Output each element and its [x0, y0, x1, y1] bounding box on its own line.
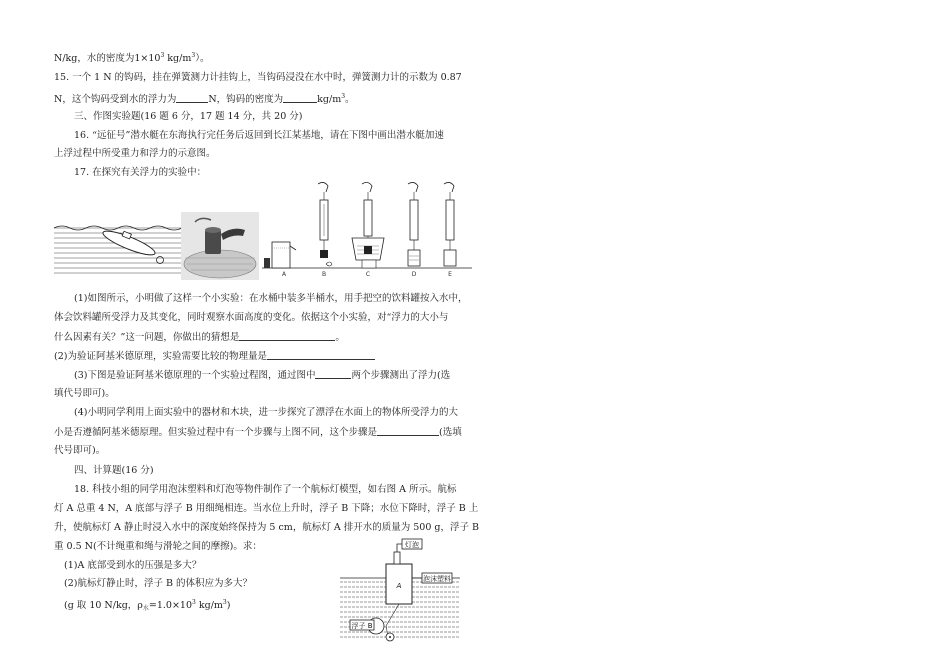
answer-blank-quantities[interactable] [267, 350, 375, 360]
foam-label: 泡沫塑料 [423, 575, 451, 583]
question-17-part-4-line-1: (4)小明同学利用上面实验中的器材和木块，进一步探究了漂浮在水面上的物体所受浮力的大 [74, 407, 458, 418]
question-18-sub-2: (2)航标灯静止时，浮子 B 的体积应为多大？ [64, 578, 252, 589]
question-17-part-2: (2)为验证阿基米德原理，实验需要比较的物理量是 [54, 350, 375, 363]
question-18-line-1: 18. 科技小组的同学用泡沫塑料和灯泡等物件制作了一个航标灯模型，如右图 A 所示。航标 [74, 484, 457, 495]
step-a-overflow-can [264, 242, 296, 268]
step-d-scale [408, 182, 420, 266]
section-3-heading: 三、作图实验题(16 题 6 分，17 题 14 分，共 20 分) [74, 111, 303, 122]
question-17-heading: 17. 在探究有关浮力的实验中： [74, 167, 207, 178]
question-18-line-4: 重 0.5 N(不计绳重和绳与滑轮之间的摩擦)。求： [54, 541, 262, 552]
answer-blank-different-step[interactable] [377, 426, 439, 436]
submarine-figure [54, 218, 182, 276]
question-16-line-1: 16. “远征号”潜水艇在东海执行完任务后返回到长江某基地，请在下图中画出潜水艇加速 [74, 130, 444, 141]
section-4-heading: 四、计算题(16 分) [74, 465, 154, 476]
step-e-scale [444, 182, 456, 266]
question-17-part-1-line-2: 体会饮料罐所受浮力及其变化，同时观察水面高度的变化。依据这个小实验，对“浮力的大小与 [54, 312, 449, 323]
lamp-label: A [396, 582, 402, 590]
question-18-sub-1: (1)A 底部受到水的压强是多大？ [64, 560, 202, 571]
step-label-a: A [281, 271, 287, 278]
question-16-line-2: 上浮过程中所受重力和浮力的示意图。 [54, 148, 216, 159]
question-17-part-4-line-3: 代号即可)。 [54, 445, 106, 456]
archimedes-steps-figure [262, 180, 472, 276]
question-18-constants: (g 取 10 N/kg，$\rho_水=1.0\times 10^3$ $kg/m^3$) [64, 599, 231, 612]
answer-blank-steps[interactable] [315, 369, 351, 379]
step-c-scale-in-can [352, 182, 384, 268]
question-17-part-1-line-3: 什么因素有关？”这一问题，你做出的猜想是 。 [54, 332, 345, 343]
answer-blank-buoyancy[interactable] [176, 93, 208, 103]
answer-blank-density[interactable] [283, 93, 317, 103]
step-b-scale [318, 182, 332, 266]
step-label-d: D [411, 271, 417, 278]
bulb-label: 灯泡 [405, 541, 419, 549]
step-label-c: C [365, 271, 371, 278]
question-17-part-4-line-2: 小是否遵循阿基米德原理。但实验过程中有一个步骤与上图不同，这个步骤是 (选填 [54, 427, 462, 438]
float-label: 浮子 B [351, 622, 373, 630]
question-17-part-3-line-2: 填代号即可)。 [54, 388, 115, 399]
buoy-figure [340, 538, 460, 644]
question-17-part-1-line-1: (1)如图所示，小明做了这样一个小实验：在水桶中装多半桶水，用手把空的饮料罐按入水中， [74, 293, 468, 304]
question-15-line-2: N，这个钩码受到水的浮力为 N，钩码的密度为 $kg/m^3$。 [54, 93, 355, 105]
bucket-photo [181, 212, 259, 280]
step-label-b: B [321, 271, 327, 278]
question-17-part-3-line-1: (3)下图是验证阿基米德原理的一个实验过程图，通过图中 两个步骤测出了浮力(选 [74, 370, 451, 381]
step-label-e: E [448, 271, 452, 278]
answer-blank-guess[interactable] [239, 331, 335, 341]
question-18-line-2: 灯 A 总重 4 N，A 底部与浮子 B 用细绳相连。当水位上升时，浮子 B 下降；水位下降时，浮子 B 上 [54, 503, 479, 514]
question-15-line-1: 15. 一个 1 N 的钩码，挂在弹簧测力计挂钩上，当钩码浸没在水中时，弹簧测力计的示数为 0.87 [54, 72, 462, 83]
question-18-line-3: 升，使航标灯 A 静止时浸入水中的深度始终保持为 5 cm，航标灯 A 排开水的质量为 500 g，浮子 B [54, 522, 479, 533]
line-density-note: N/kg，水的密度为$1\times 10^3$ $kg/m^3$）。 [54, 52, 210, 64]
